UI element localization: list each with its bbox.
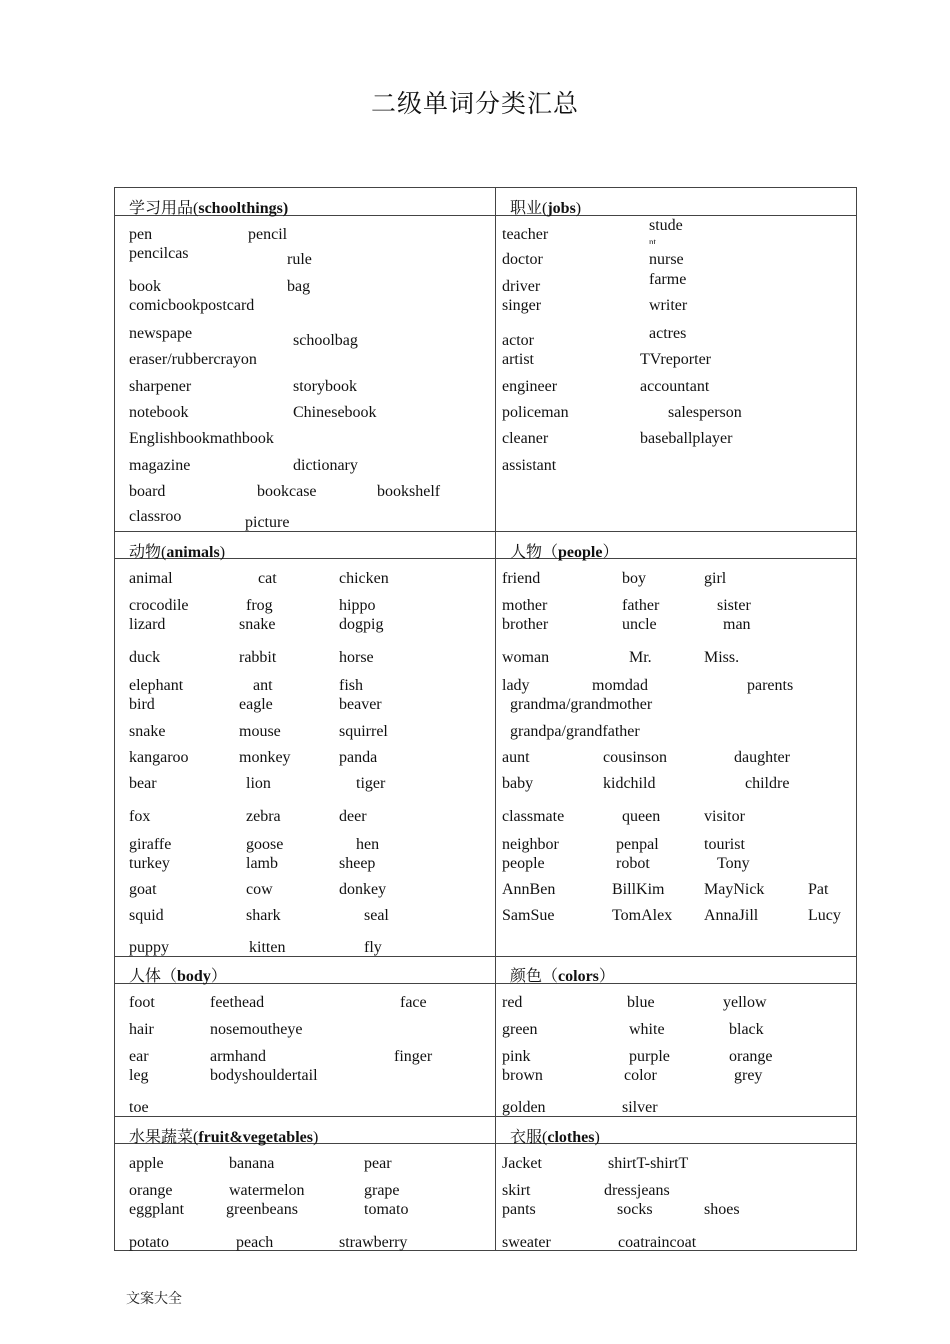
word: Tony (717, 855, 750, 872)
word: lizard (129, 616, 166, 633)
word: nurse (649, 251, 684, 268)
word: book (129, 278, 161, 295)
word: red (502, 994, 523, 1011)
word: grape (364, 1182, 400, 1199)
word: actres (649, 325, 687, 342)
header-body (129, 963, 227, 986)
word: pink (502, 1048, 531, 1065)
header-close: ） (598, 968, 615, 985)
word-fragment: nt (649, 238, 657, 244)
word: hair (129, 1021, 154, 1038)
word: lamb (246, 855, 278, 872)
word: daughter (734, 749, 790, 766)
word: fly (364, 939, 382, 956)
word: shirtT-shirtT (608, 1155, 689, 1172)
column-divider (495, 187, 496, 1251)
word: parents (747, 677, 794, 694)
word: eagle (239, 696, 273, 713)
word: Mr. (629, 649, 652, 666)
word: hippo (339, 597, 376, 614)
word: socks (617, 1201, 653, 1218)
header-zh: 人物（ (510, 544, 559, 561)
word: greenbeans (226, 1201, 298, 1218)
word: baseballplayer (640, 430, 733, 447)
header-fruit-vegetables (129, 1124, 318, 1147)
word: policeman (502, 404, 569, 421)
header-en: clothes (547, 1129, 595, 1146)
word: bookcase (257, 483, 317, 500)
word: boy (622, 570, 646, 587)
word: brown (502, 1067, 543, 1084)
page-footer: 文案大全 (126, 1291, 182, 1307)
word: AnnaJill (704, 907, 759, 924)
word: coatraincoat (618, 1234, 697, 1251)
word: black (729, 1021, 764, 1038)
header-close: ) (575, 200, 582, 217)
word: TVreporter (640, 351, 711, 368)
word: tomato (364, 1201, 409, 1218)
word: queen (622, 808, 661, 825)
word: sharpener (129, 378, 192, 395)
word: pencil (248, 226, 288, 243)
header-close: ) (219, 544, 226, 561)
word: Chinesebook (293, 404, 377, 421)
word: driver (502, 278, 541, 295)
row-divider (114, 531, 857, 532)
word: finger (394, 1048, 433, 1065)
word: skirt (502, 1182, 531, 1199)
word: tourist (704, 836, 745, 853)
word: momdad (592, 677, 648, 694)
word: eggplant (129, 1201, 185, 1218)
word: foot (129, 994, 155, 1011)
word: newspape (129, 325, 193, 342)
word: rule (287, 251, 312, 268)
header-en: fruit&vegetables (198, 1129, 313, 1146)
word: color (624, 1067, 657, 1084)
word: bear (129, 775, 157, 792)
word: man (723, 616, 751, 633)
word: mouse (239, 723, 281, 740)
word: bookshelf (377, 483, 441, 500)
word: nosemoutheye (210, 1021, 303, 1038)
word: blue (627, 994, 655, 1011)
header-zh: 颜色（ (510, 968, 559, 985)
header-en: colors (558, 968, 599, 985)
word: actor (502, 332, 534, 349)
word: panda (339, 749, 378, 766)
word: apple (129, 1155, 164, 1172)
word: squid (129, 907, 164, 924)
word: pants (502, 1201, 536, 1218)
header-en: jobs (547, 200, 576, 217)
header-zh: 学习用品( (129, 200, 199, 217)
header-en: animals (166, 544, 220, 561)
word: artist (502, 351, 534, 368)
word: magazine (129, 457, 191, 474)
word: chicken (339, 570, 389, 587)
word: BillKim (612, 881, 665, 898)
word: grey (734, 1067, 763, 1084)
header-animals (129, 539, 225, 562)
word: shoes (704, 1201, 740, 1218)
word: toe (129, 1099, 149, 1116)
word: seal (364, 907, 389, 924)
word: teacher (502, 226, 549, 243)
word: MayNick (704, 881, 765, 898)
word: white (629, 1021, 665, 1038)
word: beaver (339, 696, 382, 713)
word: mother (502, 597, 548, 614)
word: sister (717, 597, 751, 614)
word: farme (649, 271, 687, 288)
word: eraser/rubbercrayon (129, 351, 257, 368)
word: father (622, 597, 660, 614)
word: Englishbookmathbook (129, 430, 274, 447)
word: peach (236, 1234, 274, 1251)
row-divider (114, 558, 857, 559)
word: kidchild (603, 775, 656, 792)
word: tiger (356, 775, 386, 792)
word: baby (502, 775, 534, 792)
word: pear (364, 1155, 392, 1172)
header-jobs (510, 195, 581, 218)
word: dressjeans (604, 1182, 670, 1199)
header-en: body (177, 968, 211, 985)
word: shark (246, 907, 281, 924)
word: deer (339, 808, 367, 825)
word: hen (356, 836, 380, 853)
word: neighbor (502, 836, 559, 853)
header-zh: 水果蔬菜( (129, 1129, 199, 1146)
word: sweater (502, 1234, 551, 1251)
word: sheep (339, 855, 376, 872)
word: assistant (502, 457, 557, 474)
word: Lucy (808, 907, 841, 924)
word: zebra (246, 808, 281, 825)
header-en: people (558, 544, 603, 561)
word: bodyshouldertail (210, 1067, 318, 1084)
header-school-things (129, 195, 288, 218)
word: goose (246, 836, 284, 853)
word: potato (129, 1234, 169, 1251)
word: accountant (640, 378, 710, 395)
header-close: ) (594, 1129, 600, 1146)
word: grandma/grandmother (510, 696, 653, 713)
word: girl (704, 570, 727, 587)
word: goat (129, 881, 157, 898)
word: board (129, 483, 166, 500)
word: green (502, 1021, 538, 1038)
word: purple (629, 1048, 670, 1065)
word: bird (129, 696, 155, 713)
header-en: schoolthings) (198, 200, 289, 217)
header-zh: 人体（ (129, 968, 178, 985)
header-clothes (510, 1124, 600, 1147)
word: engineer (502, 378, 558, 395)
vocabulary-table (114, 187, 857, 1251)
word: pencilcas (129, 245, 189, 262)
word: notebook (129, 404, 189, 421)
word: banana (229, 1155, 275, 1172)
word: strawberry (339, 1234, 408, 1251)
word: Miss. (704, 649, 740, 666)
header-zh: 职业( (510, 200, 548, 217)
word: rabbit (239, 649, 277, 666)
word: fish (339, 677, 363, 694)
word: lion (246, 775, 271, 792)
word: snake (239, 616, 276, 633)
header-close: ） (210, 968, 227, 985)
word: elephant (129, 677, 184, 694)
word: doctor (502, 251, 543, 268)
word: feethead (210, 994, 265, 1011)
word: penpal (616, 836, 659, 853)
word: cleaner (502, 430, 549, 447)
word: turkey (129, 855, 170, 872)
word: childre (745, 775, 790, 792)
word: woman (502, 649, 550, 666)
word: kangaroo (129, 749, 189, 766)
word: aunt (502, 749, 530, 766)
word: uncle (622, 616, 657, 633)
word: fox (129, 808, 151, 825)
row-divider (114, 1116, 857, 1117)
word: grandpa/grandfather (510, 723, 640, 740)
word: ant (253, 677, 273, 694)
word: cat (258, 570, 277, 587)
word: brother (502, 616, 549, 633)
word: horse (339, 649, 374, 666)
word: comicbookpostcard (129, 297, 255, 314)
word: armhand (210, 1048, 266, 1065)
word: animal (129, 570, 173, 587)
header-colors (510, 963, 615, 986)
word: yellow (723, 994, 767, 1011)
word: visitor (704, 808, 745, 825)
word: cow (246, 881, 273, 898)
word: watermelon (229, 1182, 305, 1199)
page-title: 二级单词分类汇总 (370, 89, 579, 118)
word: bag (287, 278, 311, 295)
word: face (400, 994, 427, 1011)
word: classmate (502, 808, 565, 825)
word: kitten (249, 939, 286, 956)
word: leg (129, 1067, 149, 1084)
header-close: ） (602, 544, 619, 561)
word: friend (502, 570, 541, 587)
word: dictionary (293, 457, 358, 474)
word: dogpig (339, 616, 384, 633)
word: writer (649, 297, 688, 314)
word: orange (729, 1048, 773, 1065)
header-zh: 衣服( (510, 1129, 548, 1146)
word: frog (246, 597, 273, 614)
word: schoolbag (293, 332, 358, 349)
word: picture (245, 514, 290, 531)
word: giraffe (129, 836, 172, 853)
word: cousinson (603, 749, 667, 766)
word: lady (502, 677, 530, 694)
word: ear (129, 1048, 149, 1065)
word: squirrel (339, 723, 388, 740)
word: golden (502, 1099, 546, 1116)
word: duck (129, 649, 161, 666)
word: TomAlex (612, 907, 673, 924)
word: monkey (239, 749, 291, 766)
word: donkey (339, 881, 387, 898)
word: storybook (293, 378, 357, 395)
word: orange (129, 1182, 173, 1199)
word: classroo (129, 508, 182, 525)
word: Pat (808, 881, 829, 898)
word: robot (616, 855, 650, 872)
word: silver (622, 1099, 658, 1116)
word: puppy (129, 939, 169, 956)
header-close: ) (312, 1129, 319, 1146)
word: Jacket (502, 1155, 542, 1172)
word: salesperson (668, 404, 742, 421)
word: AnnBen (502, 881, 556, 898)
header-zh: 动物( (129, 544, 167, 561)
word: singer (502, 297, 542, 314)
word: stude (649, 217, 683, 234)
row-divider (114, 956, 857, 957)
word: pen (129, 226, 153, 243)
header-people (510, 539, 618, 562)
word: SamSue (502, 907, 555, 924)
word: crocodile (129, 597, 189, 614)
word: people (502, 855, 545, 872)
word: snake (129, 723, 166, 740)
